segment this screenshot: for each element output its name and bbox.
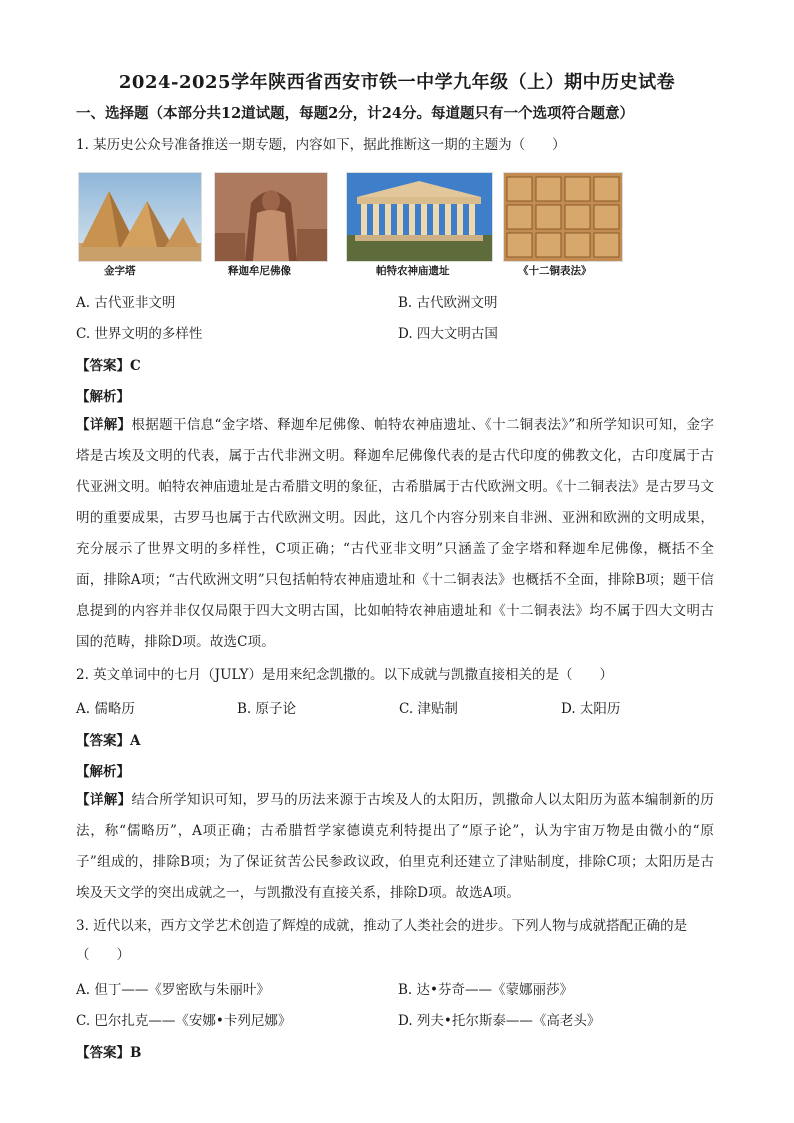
q1-analysis-label: 【解析】 [76, 389, 130, 405]
q1-detail-label: 【详解】 [76, 417, 132, 433]
caption-parthenon: 帕特农神庙遗址 [376, 265, 450, 277]
caption-twelve-tables: 《十二铜表法》 [518, 265, 592, 277]
q1-option-c: C. 世界文明的多样性 [76, 326, 203, 342]
q2-answer: 【答案】A [76, 733, 141, 749]
page-title: 2024-2025学年陕西省西安市铁一中学九年级（上）期中历史试卷 [118, 72, 676, 93]
q1-option-a: A. 古代亚非文明 [76, 295, 176, 311]
parthenon-image [346, 172, 493, 262]
caption-buddha: 释迦牟尼佛像 [228, 265, 291, 277]
q1-option-d: D. 四大文明古国 [398, 326, 498, 342]
question-1-image-row [78, 172, 623, 277]
q1-detail [76, 410, 714, 658]
caption-pyramids: 金字塔 [104, 265, 136, 277]
q1-answer: 【答案】C [76, 358, 141, 374]
q3-option-b: B. 达•芬奇——《蒙娜丽莎》 [398, 982, 573, 998]
q1-detail-text: 根据题干信息“金字塔、释迦牟尼佛像、帕特农神庙遗址、《十二铜表法》”和所学知识可知，金字塔是古埃及文明的代表，属于古代非洲文明。释迦牟尼佛像代表的是古代印度的佛教文化，古印度属于古代亚洲文明。帕特农神庙遗址是古希腊文明的象征，古希腊属于古代欧洲文明。《十二铜表法》是古罗马文明的重要成果，古罗马也属于古代欧洲文明。因此，这几个内容分别来自非洲、亚洲和欧洲的文明成果，充分展示了世界文明的多样性，C项正确；“古代亚非文明”只涵盖了金字塔和释迦牟尼佛像，概括不全面，排除A项；“古代欧洲文明”只包括帕特农神庙遗址和《十二铜表法》也概括不全面，排除B项；题干信息提到的内容并非仅仅局限于四大文明古国，比如帕特农神庙遗址和《十二铜表法》均不属于四大文明古国的范畴，排除D项。故选C项。 [76, 417, 715, 650]
q2-detail [76, 785, 714, 909]
q2-option-c: C. 津贴制 [399, 701, 458, 717]
pyramids-image [78, 172, 202, 262]
q2-option-d: D. 太阳历 [561, 701, 621, 717]
buddha-statue-image [214, 172, 328, 262]
q2-option-a: A. 儒略历 [76, 701, 135, 717]
question-3-stem-line-2: （ ） [76, 947, 130, 963]
q2-detail-label: 【详解】 [76, 792, 132, 808]
question-3-stem-line-1: 3. 近代以来，西方文学艺术创造了辉煌的成就，推动了人类社会的进步。下列人物与成就搭配正确的是 [76, 918, 688, 934]
q3-option-d: D. 列夫•托尔斯泰——《高老头》 [398, 1013, 601, 1029]
q2-detail-text: 结合所学知识可知，罗马的历法来源于古埃及人的太阳历，凯撒命人以太阳历为蓝本编制新的历法，称“儒略历”，A项正确；古希腊哲学家德谟克利特提出了“原子论”，认为宇宙万物是由微小的“原子”组成的，排除B项；为了保证贫苦公民参政议政，伯里克利还建立了津贴制度，排除C项；太阳历是古埃及天文学的突出成就之一，与凯撒没有直接关系，排除D项。故选A项。 [76, 792, 714, 901]
question-1-stem: 1. 某历史公众号准备推送一期专题，内容如下，据此推断这一期的主题为（ ） [76, 137, 566, 153]
twelve-tables-image [503, 172, 623, 262]
q3-answer: 【答案】B [76, 1045, 142, 1061]
q2-option-b: B. 原子论 [237, 701, 297, 717]
q3-option-c: C. 巴尔扎克——《安娜•卡列尼娜》 [76, 1013, 292, 1029]
question-2-stem: 2. 英文单词中的七月（JULY）是用来纪念凯撒的。以下成就与凯撒直接相关的是（ ） [76, 667, 613, 683]
q3-option-a: A. 但丁——《罗密欧与朱丽叶》 [76, 982, 270, 998]
section-heading: 一、选择题（本部分共12道试题，每题2分，计24分。每道题只有一个选项符合题意） [76, 105, 634, 122]
q2-analysis-label: 【解析】 [76, 764, 130, 780]
q1-option-b: B. 古代欧洲文明 [398, 295, 498, 311]
